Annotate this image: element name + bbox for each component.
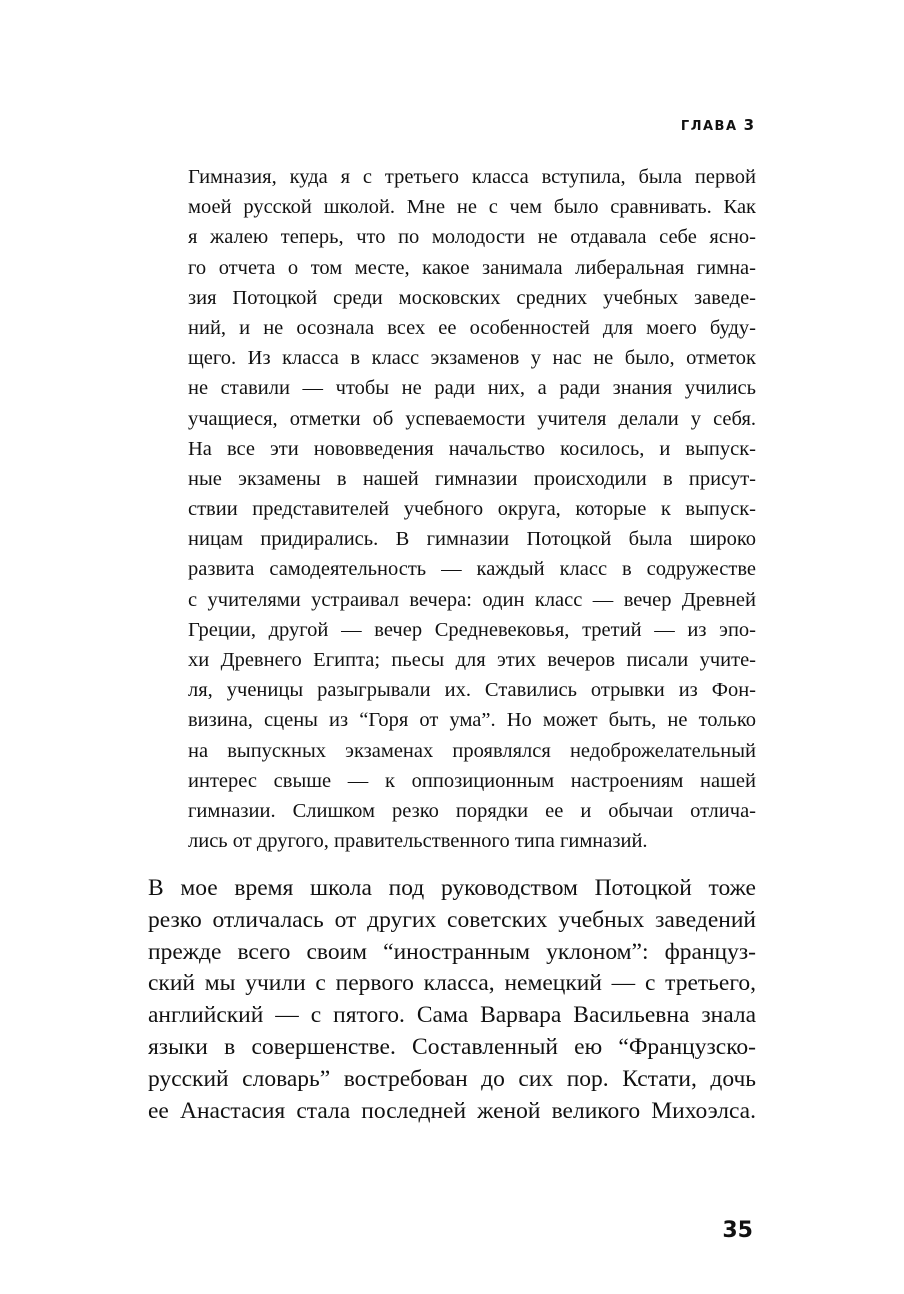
quote-line: учащиеся, отметки об успеваемости учителя делали у себя. xyxy=(188,407,756,430)
quote-line: зия Потоцкой среди московских средних учебных заведе- xyxy=(188,286,756,309)
quote-line: с учителями устраивал вечера: один класс — вечер Древней xyxy=(188,588,756,611)
quote-line: лись от другого, правительственного типа гимназий. xyxy=(188,830,648,853)
paragraph-line: резко отличалась от других советских учебных заведений xyxy=(148,906,756,933)
paragraph-line: английский — с пятого. Сама Варвара Васильевна знала xyxy=(148,1002,756,1029)
quote-line: развита самодеятельность — каждый класс в содружестве xyxy=(188,558,756,581)
quote-line: ствии представителей учебного округа, которые к выпуск- xyxy=(188,498,756,521)
quote-line: ницам придирались. В гимназии Потоцкой была широко xyxy=(188,528,756,551)
quote-line: я жалею теперь, что по молодости не отдавала себе ясно- xyxy=(188,226,756,249)
running-header xyxy=(681,116,754,134)
quote-line: Гимназия, куда я с третьего класса вступила, была первой xyxy=(188,166,756,188)
quote-line: на выпускных экзаменах проявлялся недоброжелательный xyxy=(188,739,756,762)
paragraph-line: ский мы учили с первого класса, немецкий — с третьего, xyxy=(148,970,756,997)
paragraph-line: прежде всего своим “иностранным уклоном”: француз- xyxy=(148,938,756,965)
quote-line: ные экзамены в нашей гимназии происходили в присут- xyxy=(188,467,756,490)
paragraph-line: языки в совершенстве. Составленный ею “Французско- xyxy=(148,1033,756,1060)
quote-line: гимназии. Слишком резко порядки ее и обычаи отлича- xyxy=(188,799,756,822)
chapter-number: 3 xyxy=(743,116,754,134)
quote-line: моей русской школой. Мне не с чем было сравнивать. Как xyxy=(188,196,756,219)
quote-line: визина, сцены из “Горя от ума”. Но может быть, не только xyxy=(188,709,756,732)
paragraph-line: ее Анастасия стала последней женой великого Михоэлса. xyxy=(148,1097,756,1124)
paragraph-line: русский словарь” востребован до сих пор. Кстати, дочь xyxy=(148,1065,756,1092)
quote-line: ний, и не осознала всех ее особенностей для моего буду- xyxy=(188,316,756,339)
quote-line: хи Древнего Египта; пьесы для этих вечеров писали учите- xyxy=(188,649,756,671)
page-number: 35 xyxy=(722,1218,753,1243)
paragraph-line: В мое время школа под руководством Потоцкой тоже xyxy=(148,875,756,901)
quote-line: На все эти нововведения начальство косилось, и выпуск- xyxy=(188,437,756,460)
quote-line: го отчета о том месте, какое занимала либеральная гимна- xyxy=(188,256,756,279)
quote-line: ля, ученицы разыгрывали их. Ставились отрывки из Фон- xyxy=(188,679,756,702)
quote-line: Греции, другой — вечер Средневековья, третий — из эпо- xyxy=(188,618,756,641)
quote-line: интерес свыше — к оппозиционным настроениям нашей xyxy=(188,769,756,792)
quote-line: щего. Из класса в класс экзаменов у нас не было, отметок xyxy=(188,347,756,370)
quote-line: не ставили — чтобы не ради них, а ради знания учились xyxy=(188,377,756,400)
chapter-label: ГЛАВА xyxy=(680,119,738,134)
quoted-passage xyxy=(188,162,756,856)
body-paragraph xyxy=(148,873,756,1127)
